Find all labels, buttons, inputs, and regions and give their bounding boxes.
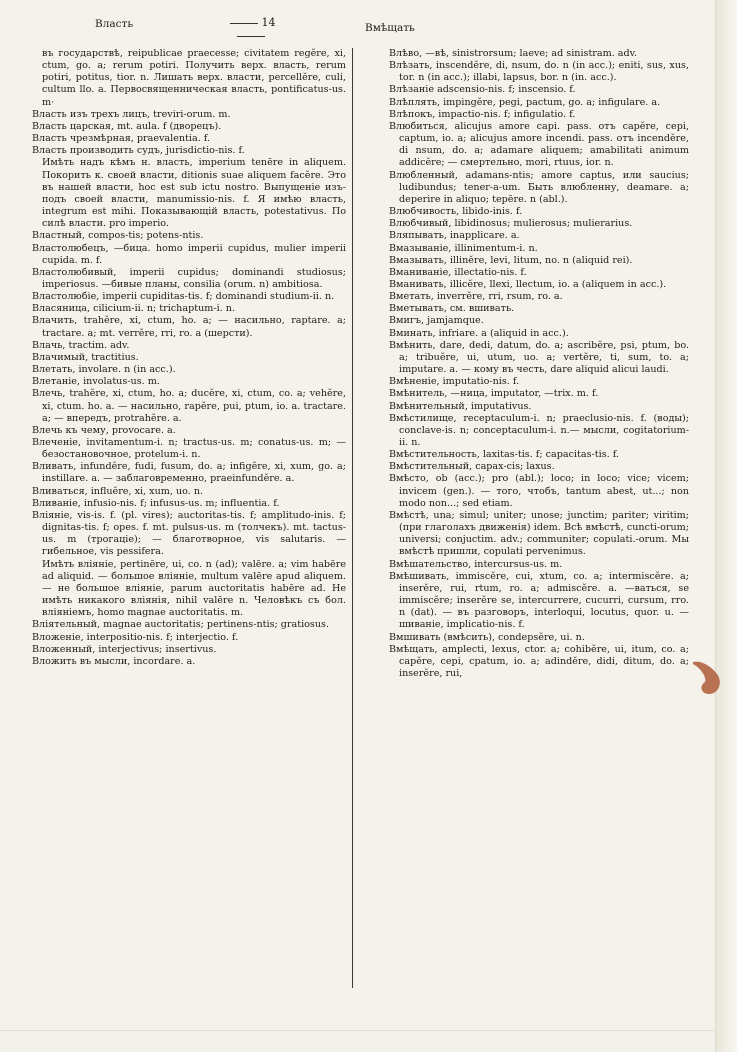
- right-column: [389, 48, 689, 680]
- dictionary-entry: Вмѣстительность, laxitas-tis. f; capacitas-tis. f.: [389, 449, 619, 461]
- dictionary-entry: Влетать, involare. n (in acc.).: [32, 364, 176, 376]
- dictionary-entry: Вмѣнить, dare, dedi, datum, do. a; ascribĕre, psi, ptum, bo. a; tribuĕre, ui, utum, uo. a; vertĕre, ti, sum, to. a; imputare. a. — кому въ честь, dare aliquid alicui laudi.: [389, 339, 689, 376]
- dictionary-entry: Влѣзаніе adscensio-nis. f; inscensio. f.: [389, 84, 576, 96]
- dictionary-entry: Влюбчивость, libido-inis. f.: [389, 206, 523, 218]
- dictionary-entry: Влѣво, —вѣ, sinistrorsum; laeve; ad sinistram. adv.: [389, 48, 637, 59]
- dictionary-entry: Власть чрезмѣрная, praevalentia. f.: [32, 133, 211, 145]
- dictionary-entry: Вманивать, illicĕre, llexi, llectum, io. a (aliquem in acc.).: [389, 278, 667, 290]
- dictionary-entry: Влѣплять, impingĕre, pegi, pactum, go. a; infigulare. a.: [389, 96, 661, 108]
- dictionary-entry: Вливаться, influĕre, xi, xum, uo. n.: [32, 485, 204, 497]
- dictionary-entry: Влечь, trahĕre, xi, ctum, ho. a; ducĕre, xi, ctum, co. a; vehĕre, xi, ctum. ho. a. — насильно, rapĕre, pui, ptum, io. a. tractare. a; — впередъ, protrahĕre. a.: [32, 388, 346, 424]
- dictionary-entry: Вложить въ мысли, incordare. a.: [32, 655, 196, 667]
- dictionary-entry: Вмѣстѣ, una; simul; uniter; unose; junctim; pariter; viritim; (при глаголахъ движенія) idem. Всѣ вмѣстѣ, cuncti-orum; universi; conjuctim. adv.; communiter; copulati.-orum. Мы вмѣстѣ пришли, copulati pervenimus.: [389, 509, 689, 558]
- dictionary-entry: Вмѣстилище, receptaculum-i. n; praeclusio-nis. f. (воды); conclave-is. n; conceptaculum-i. n.— мысли, cogitatorium-ii. n.: [389, 412, 689, 448]
- dictionary-entry: Влачь, tractim. adv.: [32, 339, 130, 351]
- dictionary-entry: Вливаніе, infusio-nis. f; infusus-us. m; influentia. f.: [32, 497, 280, 509]
- dictionary-entry: Вмазывать, illinĕre, levi, litum, no. n (aliquid rei).: [389, 254, 633, 266]
- dictionary-entry: Вліятельный, magnae auctoritatis; pertinens-ntis; gratiosus.: [32, 619, 329, 631]
- dictionary-entry: Влечь къ чему, provocare. a.: [32, 424, 176, 436]
- header-right-guide-word: Вмѣщать: [365, 22, 415, 34]
- running-header: [0, 14, 716, 38]
- dictionary-entry: Властолюбецъ, —бица. homo imperii cupidus, mulier imperii cupida. m. f.: [32, 242, 346, 266]
- dictionary-entry: Влѣзать, inscendĕre, di, nsum, do. n (in acc.); eniti, sus, xus, tor. n (in acc.); illabi, lapsus, bor. n (in. acc.).: [389, 60, 689, 84]
- dictionary-entry: Влачимый, tractitius.: [32, 351, 139, 363]
- dictionary-entry: Вливать, infundĕre, fudi, fusum, do. a; infigĕre, xi, xum, go. a; instillare. a. — заблаговременно, praeinfundĕre. a.: [32, 461, 346, 485]
- dictionary-entry: Вмигъ, jamjamque.: [389, 315, 484, 327]
- dictionary-entry: Властолюбіе, imperii cupiditas-tis. f; dominandi studium-ii. n.: [32, 291, 335, 303]
- dictionary-entry: Вмшивать (вмѣсить), condepsĕre, ui. n.: [389, 631, 585, 643]
- dictionary-entry: Влетаніе, involatus-us. m.: [32, 376, 160, 388]
- dictionary-entry: Вманиваніе, illectatio-nis. f.: [389, 266, 527, 278]
- dictionary-entry: Вмѣшивать, immiscĕre, cui, xtum, co. a; intermiscĕre. a; inserĕre, rui, rtum, ro. a; admiscĕre. a. —ваться, se immiscĕre; inserĕre se, intercurrere, cucurri, cursum, rro. n (dat). — въ разговоръ, interloqui, locutus, quor. u. —шиваніе, implicatio-nis. f.: [389, 570, 689, 631]
- dictionary-entry: Имѣть надъ кѣмъ н. власть, imperium tenēre in aliquem. Покорить к. своей власти, ditionis suae aliquem facĕre. Это въ нашей власти, hoc est sub ictu nostro. Выпущеніе изъ-подъ своей власти, manumissio-nis. f. Я имѣю власть, integrum est mihi. Показывающій власть, potestativus. По силѣ власти. pro imperio.: [42, 157, 346, 230]
- dictionary-entry: Власть производить судъ, jurisdictio-nis. f.: [32, 145, 245, 157]
- dictionary-entry: Вмѣщать, amplecti, lexus, ctor. a; cohibĕre, ui, itum, co. a; capĕre, cepi, cpatum, io. a; adindĕre, didi, ditum, do. a; inserĕre, rui,: [389, 643, 689, 679]
- column-divider: [352, 48, 353, 988]
- dictionary-entry: Вмѣнитель, —ница, imputator, —trix. m. f.: [389, 388, 599, 400]
- left-column: [32, 48, 346, 668]
- dictionary-entry: Власть изъ трехъ лицъ, treviri-orum. m.: [32, 108, 231, 120]
- dictionary-entry: Имѣть вліяніе, pertinēre, ui, co. n (ad); valēre. a; vim habēre ad aliquid. — большое вліяніе, multum valēre apud aliquem. — не большое вліяніе, parum auctoritatis habēre ad. Не имѣть никакого вліянія, nihil valēre n. Человѣкъ съ бол. вліяніемъ, homo magnae auctoritatis. m.: [42, 558, 346, 619]
- dictionary-entry: Вложеніе, interpositio-nis. f; interjectio. f.: [32, 631, 239, 643]
- dictionary-entry: Вляпывать, inapplicare. a.: [389, 230, 520, 242]
- dictionary-entry: Вмѣненіе, imputatio-nis. f.: [389, 376, 520, 388]
- dictionary-entry: Вмѣшательство, intercursus-us. m.: [389, 558, 563, 570]
- dictionary-entry: Вметать, inverrĕre, rri, rsum, ro. a.: [389, 291, 563, 303]
- dictionary-entry: Вминать, infriare. a (aliquid in acc.).: [389, 327, 569, 339]
- page-edge: [715, 0, 737, 1052]
- dictionary-entry: Власть царская, mt. aula. f (дворецъ).: [32, 120, 222, 132]
- dictionary-entry: Властолюбивый, imperii cupidus; dominandi studiosus; imperiosus. —бивые планы, consilia (orum. n) ambitiosa.: [32, 266, 346, 290]
- dictionary-entry: Вметывать, см. вшивать.: [389, 303, 515, 315]
- dictionary-entry: Влюбчивый, libidinosus; mulierosus; mulierarius.: [389, 218, 633, 230]
- dictionary-entry: Влюбиться, alicujus amore capi. pass. отъ capĕre, cepi, captum, io. a; alicujus amore incendi. pass. отъ incendĕre, di nsum, do. a; adamare aliquem; amabilitati animum addicĕre; — смертельно, mori, rtuus, ior. n.: [389, 120, 689, 169]
- dictionary-entry: Влачить, trahĕre, xi, ctum, ho. a; — насильно, raptare. a; tractare. a; mt. verrĕre, rri, ro. a (шерсти).: [32, 315, 346, 339]
- dictionary-entry: Влюбленный, adamans-ntis; amore captus, или saucius; ludibundus; tener-a-um. Быть влюбленну, deamare. a; deperire in aliquo; tepēre. n (abl.).: [389, 169, 689, 205]
- header-left-guide-word: Власть: [95, 18, 134, 30]
- dictionary-entry: Власяница, cilicium-ii. n; trichaptum-i. n.: [32, 303, 235, 315]
- dictionary-entry: Вложенный, interjectivus; insertivus.: [32, 643, 217, 655]
- dictionary-entry: Вліяніе, vis-is. f. (pl. vires); auctoritas-tis. f; amplitudo-inis. f; dignitas-tis. f; opes. f. mt. pulsus-us. m (толчекъ). mt. tactus-us. m (трогаціе); — благотворное, vis salutaris. — гибельное, vis pessifera.: [32, 509, 346, 558]
- dictionary-entry: Вмѣстительный, capax-cis; laxus.: [389, 461, 555, 473]
- dictionary-entry: Влеченіе, invitamentum-i. n; tractus-us. m; conatus-us. m; — безостановочное, protelum-i. n.: [32, 437, 346, 461]
- dictionary-entry: Вмѣнительный, imputativus.: [389, 400, 532, 412]
- dictionary-entry: Вмазываніе, illinimentum-i. n.: [389, 242, 538, 254]
- bookmark-tab-icon: [693, 658, 723, 698]
- dictionary-entry: Вмѣсто, ob (acc.); pro (abl.); loco; in loco; vice; vicem; invicem (gen.). — того, чтобъ, tantum abest, ut...; non modo non...; sed etiam.: [389, 473, 689, 509]
- dictionary-entry: въ государствѣ, reipublicae praecesse; civitatem regĕre, xi, ctum, go. a; rerum potiri. Получить верх. власть, rerum potiri, potitus, tior. n. Лишать верх. власти, percellĕre, culi, cultum llo. a. Первосвященническая власть, pontificatus-us. m·: [42, 48, 346, 108]
- dictionary-entry: Влѣпокъ, impactio-nis. f; infigulatio. f.: [389, 108, 576, 120]
- page-number: 14: [208, 16, 293, 42]
- dictionary-entry: Властный, compos-tis; potens-ntis.: [32, 230, 204, 242]
